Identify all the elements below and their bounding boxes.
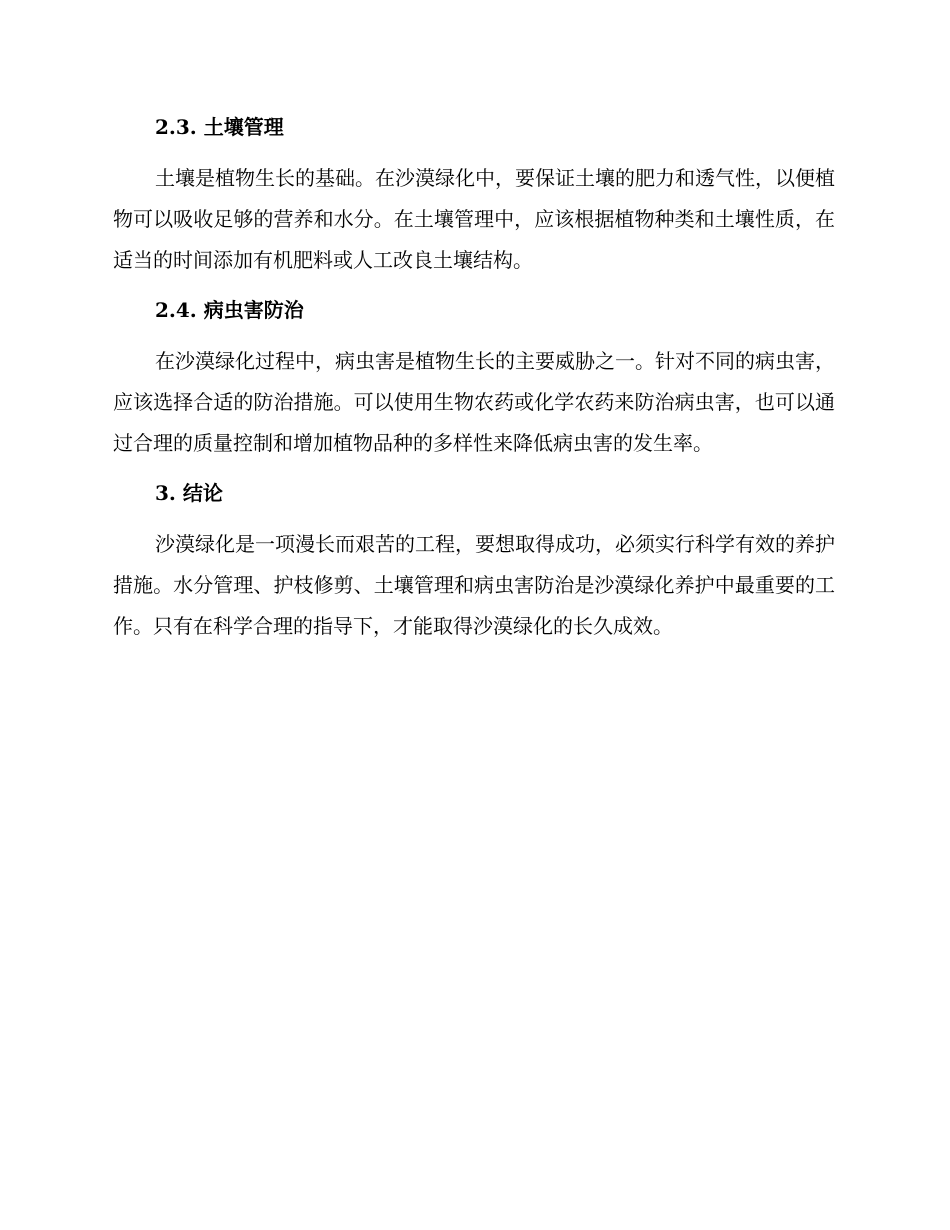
section-paragraph-soil-management: 土壤是植物生长的基础。在沙漠绿化中，要保证土壤的肥力和透气性，以便植物可以吸收足够的营养和水分。在土壤管理中，应该根据植物种类和土壤性质，在适当的时间添加有机肥料或人工改良土壤结构。 [113, 166, 835, 272]
section-paragraph-pest-control: 在沙漠绿化过程中，病虫害是植物生长的主要威胁之一。针对不同的病虫害，应该选择合适的防治措施。可以使用生物农药或化学农药来防治病虫害，也可以通过合理的质量控制和增加植物品种的多样性来降低病虫害的发生率。 [113, 349, 835, 455]
section-heading-pest-control: 2.4. 病虫害防治 [155, 298, 304, 322]
section-heading-soil-management: 2.3. 土壤管理 [155, 115, 284, 139]
section-heading-conclusion: 3. 结论 [155, 481, 223, 505]
section-paragraph-conclusion: 沙漠绿化是一项漫长而艰苦的工程，要想取得成功，必须实行科学有效的养护措施。水分管理、护枝修剪、土壤管理和病虫害防治是沙漠绿化养护中最重要的工作。只有在科学合理的指导下，才能取得沙漠绿化的长久成效。 [113, 532, 835, 638]
document-body [113, 110, 835, 647]
